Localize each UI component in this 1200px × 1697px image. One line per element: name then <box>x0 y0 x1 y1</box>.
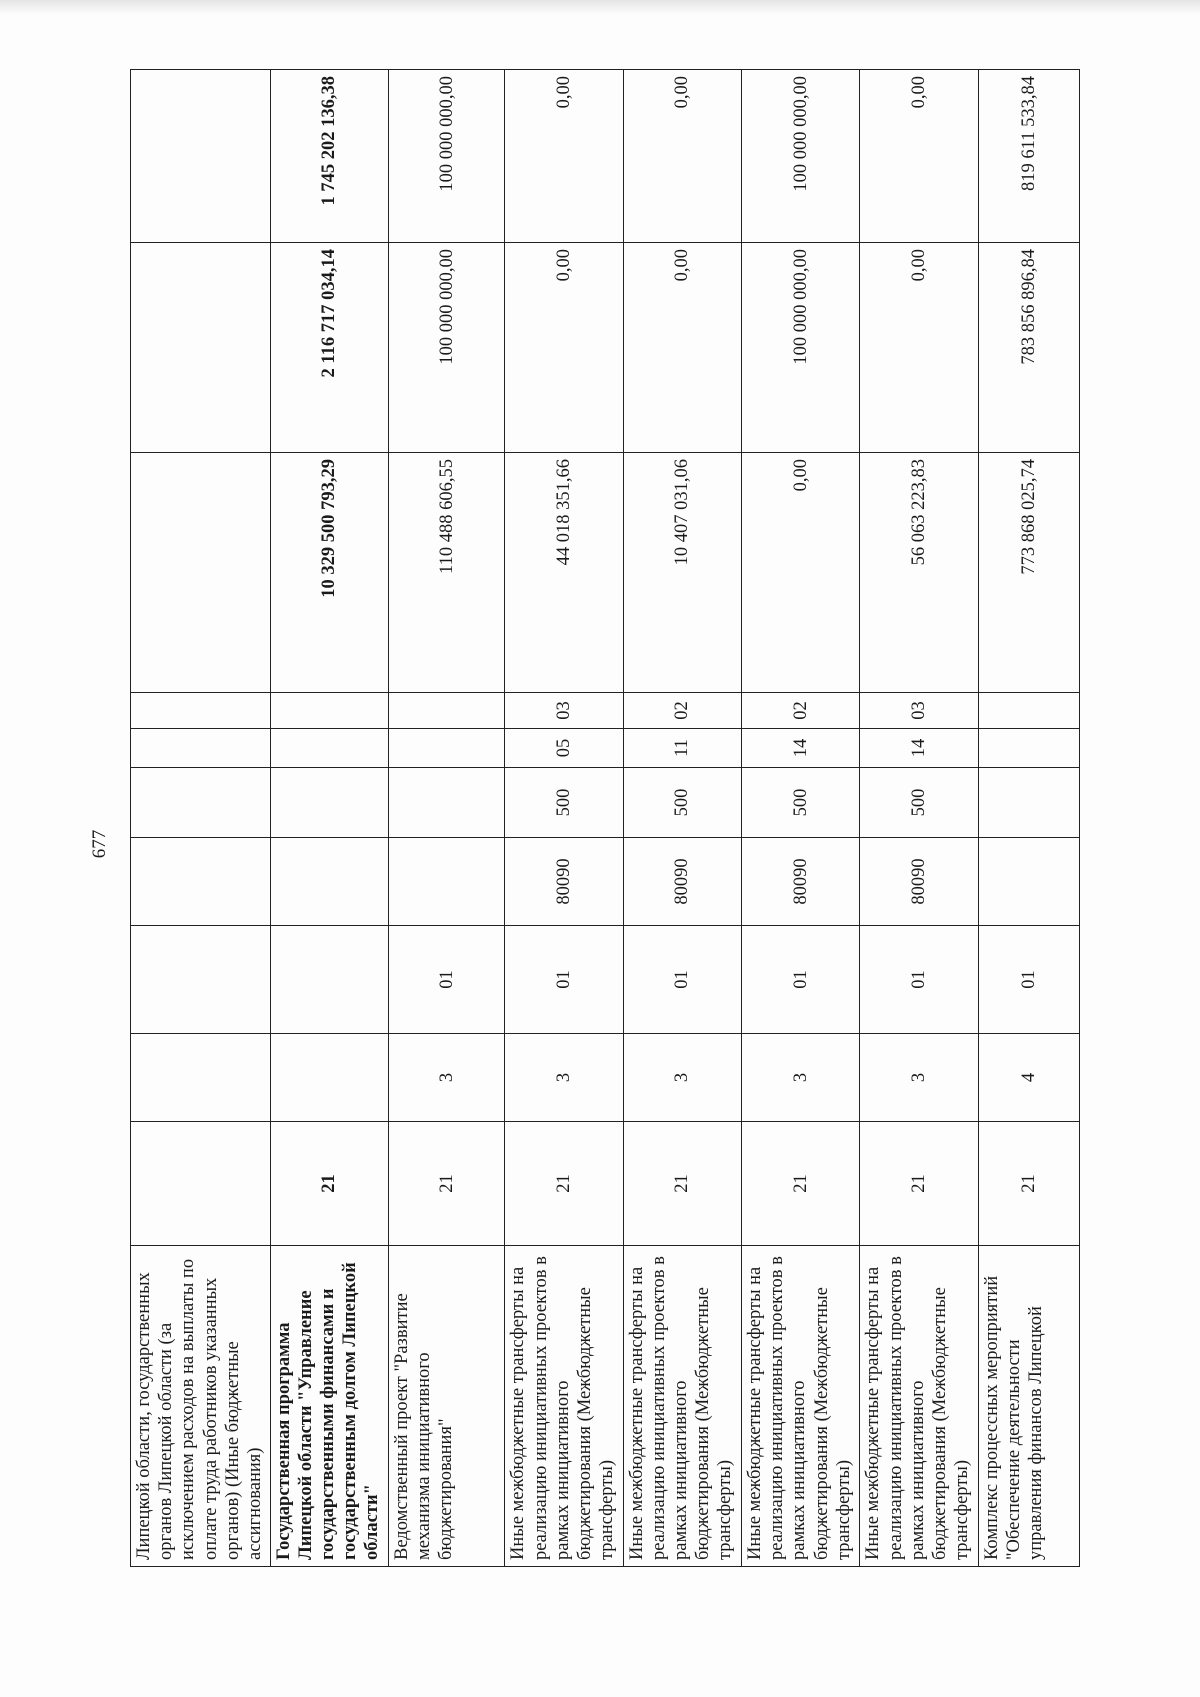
amount-cell: 0,00 <box>742 453 860 693</box>
amount-cell: 100 000 000,00 <box>389 70 505 243</box>
item-name-cell: Иные межбюджетные трансферты на реализацию инициативных проектов в рамках инициативного бюджетирования (Межбюджетные трансферты) <box>742 1246 860 1567</box>
code-cell <box>270 838 388 926</box>
amount-cell: 783 856 896,84 <box>978 243 1079 453</box>
code-cell: 03 <box>860 693 978 729</box>
code-cell: 02 <box>742 693 860 729</box>
code-cell: 01 <box>978 926 1079 1034</box>
budget-table <box>130 69 1080 1567</box>
code-cell <box>270 729 388 768</box>
code-cell: 01 <box>505 926 623 1034</box>
scan-edge <box>0 0 1200 14</box>
table-row <box>623 70 741 1567</box>
amount-cell <box>131 243 271 453</box>
code-cell <box>389 838 505 926</box>
table-row <box>131 70 271 1567</box>
code-cell: 21 <box>860 1122 978 1246</box>
code-cell <box>131 1122 271 1246</box>
code-cell: 21 <box>623 1122 741 1246</box>
table-row <box>860 70 978 1567</box>
item-name-cell: Государственная программа Липецкой области "Управление государственными финансами и государственным долгом Липецкой области" <box>270 1246 388 1567</box>
code-cell: 80090 <box>742 838 860 926</box>
code-cell <box>131 926 271 1034</box>
amount-cell: 100 000 000,00 <box>742 70 860 243</box>
code-cell: 500 <box>742 768 860 838</box>
code-cell: 14 <box>742 729 860 768</box>
code-cell <box>978 768 1079 838</box>
code-cell: 3 <box>742 1034 860 1122</box>
code-cell <box>978 838 1079 926</box>
code-cell <box>131 838 271 926</box>
item-name-cell: Ведомственный проект "Развитие механизма инициативного бюджетирования" <box>389 1246 505 1567</box>
code-cell: 01 <box>860 926 978 1034</box>
code-cell: 3 <box>860 1034 978 1122</box>
amount-cell: 110 488 606,55 <box>389 453 505 693</box>
table-row <box>505 70 623 1567</box>
code-cell: 80090 <box>623 838 741 926</box>
code-cell: 21 <box>505 1122 623 1246</box>
code-cell: 14 <box>860 729 978 768</box>
code-cell <box>131 693 271 729</box>
code-cell: 4 <box>978 1034 1079 1122</box>
amount-cell <box>131 70 271 243</box>
amount-cell: 0,00 <box>623 243 741 453</box>
amount-cell: 1 745 202 136,38 <box>270 70 388 243</box>
table-row <box>742 70 860 1567</box>
amount-cell: 100 000 000,00 <box>389 243 505 453</box>
amount-cell: 819 611 533,84 <box>978 70 1079 243</box>
amount-cell: 100 000 000,00 <box>742 243 860 453</box>
code-cell: 500 <box>623 768 741 838</box>
table-row <box>270 70 388 1567</box>
amount-cell: 2 116 717 034,14 <box>270 243 388 453</box>
page-number: 677 <box>89 829 110 859</box>
code-cell <box>270 693 388 729</box>
table-row <box>389 70 505 1567</box>
item-name-cell: Иные межбюджетные трансферты на реализацию инициативных проектов в рамках инициативного бюджетирования (Межбюджетные трансферты) <box>860 1246 978 1567</box>
amount-cell: 0,00 <box>860 243 978 453</box>
code-cell: 21 <box>389 1122 505 1246</box>
code-cell <box>131 768 271 838</box>
item-name-cell: Иные межбюджетные трансферты на реализацию инициативных проектов в рамках инициативного бюджетирования (Межбюджетные трансферты) <box>623 1246 741 1567</box>
code-cell: 01 <box>623 926 741 1034</box>
rotated-page <box>130 70 1080 1567</box>
code-cell <box>270 926 388 1034</box>
code-cell <box>978 729 1079 768</box>
code-cell <box>389 729 505 768</box>
code-cell: 01 <box>389 926 505 1034</box>
amount-cell: 773 868 025,74 <box>978 453 1079 693</box>
code-cell <box>270 1034 388 1122</box>
code-cell <box>131 729 271 768</box>
code-cell: 80090 <box>860 838 978 926</box>
code-cell: 11 <box>623 729 741 768</box>
code-cell: 80090 <box>505 838 623 926</box>
code-cell: 21 <box>270 1122 388 1246</box>
code-cell <box>270 768 388 838</box>
item-name-cell: Липецкой области, государственных органов Липецкой области (за исключением расходов на выплаты по оплате труда работников указанных органов) (Иные бюджетные ассигнования) <box>131 1246 271 1567</box>
code-cell <box>978 693 1079 729</box>
code-cell: 02 <box>623 693 741 729</box>
code-cell <box>389 768 505 838</box>
amount-cell: 0,00 <box>860 70 978 243</box>
code-cell: 500 <box>505 768 623 838</box>
amount-cell: 10 329 500 793,29 <box>270 453 388 693</box>
code-cell: 05 <box>505 729 623 768</box>
code-cell: 01 <box>742 926 860 1034</box>
amount-cell: 0,00 <box>505 243 623 453</box>
code-cell <box>131 1034 271 1122</box>
table-row <box>978 70 1079 1567</box>
amount-cell: 0,00 <box>623 70 741 243</box>
code-cell: 3 <box>505 1034 623 1122</box>
code-cell: 03 <box>505 693 623 729</box>
amount-cell: 44 018 351,66 <box>505 453 623 693</box>
amount-cell: 10 407 031,06 <box>623 453 741 693</box>
item-name-cell: Комплекс процессных мероприятий "Обеспечение деятельности управления финансов Липецкой <box>978 1246 1079 1567</box>
code-cell: 3 <box>623 1034 741 1122</box>
code-cell: 500 <box>860 768 978 838</box>
code-cell: 21 <box>742 1122 860 1246</box>
code-cell: 21 <box>978 1122 1079 1246</box>
item-name-cell: Иные межбюджетные трансферты на реализацию инициативных проектов в рамках инициативного бюджетирования (Межбюджетные трансферты) <box>505 1246 623 1567</box>
code-cell <box>389 693 505 729</box>
code-cell: 3 <box>389 1034 505 1122</box>
amount-cell <box>131 453 271 693</box>
amount-cell: 0,00 <box>505 70 623 243</box>
amount-cell: 56 063 223,83 <box>860 453 978 693</box>
